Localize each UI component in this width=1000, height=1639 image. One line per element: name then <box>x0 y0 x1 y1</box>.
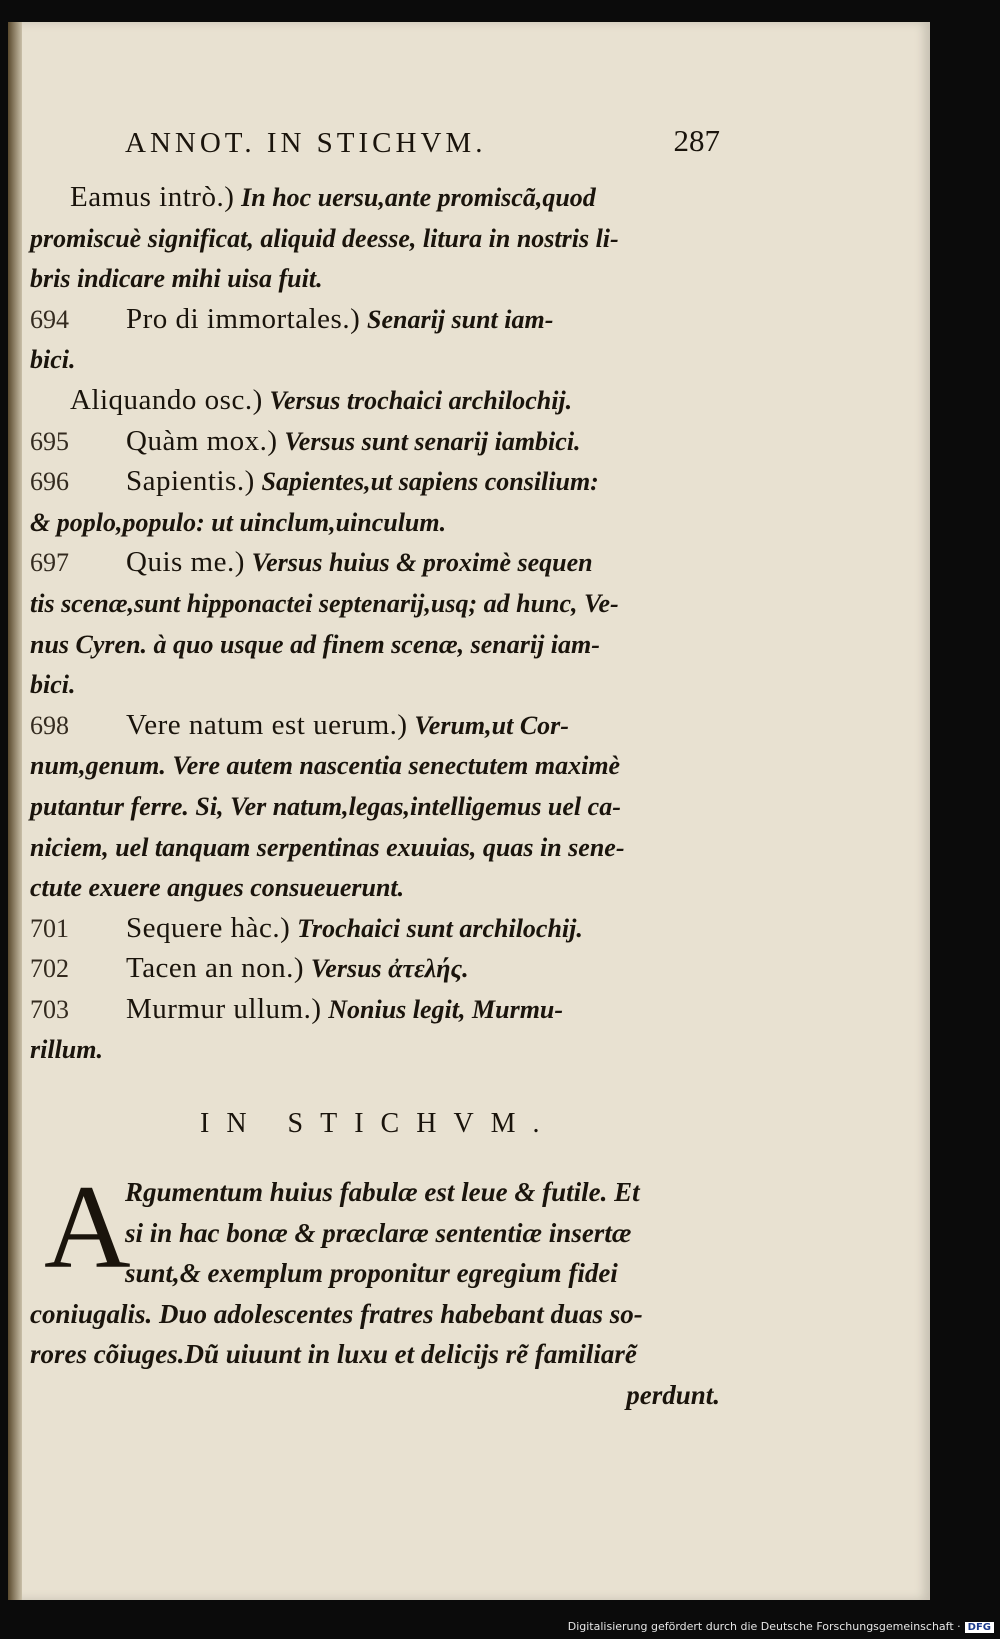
verse-number: 697 <box>30 548 69 578</box>
annotation-line <box>30 827 720 868</box>
credit-text: Digitalisierung gefördert durch die Deutsche Forschungsgemeinschaft · <box>567 1620 961 1633</box>
lemma: Quàm mox.) <box>126 424 278 457</box>
annotation-lines <box>30 177 720 1070</box>
annotation-line <box>30 218 720 259</box>
page-number: 287 <box>673 123 720 158</box>
annotation-line <box>30 339 720 380</box>
annotation-line <box>30 461 720 502</box>
annotation-text: putantur ferre. Si, Ver natum,legas,intelligemus uel ca- <box>30 791 621 821</box>
argument-line: perdunt. <box>626 1379 720 1410</box>
dfg-logo: DFG <box>965 1622 994 1633</box>
annotation-line <box>30 1029 720 1070</box>
annotation-text: Versus huius & proximè sequen <box>251 548 593 578</box>
annotation-line <box>30 664 720 705</box>
argument-paragraph <box>30 1160 720 1416</box>
annotation-text: bris indicare mihi uisa fuit. <box>30 264 323 294</box>
annotation-line <box>30 421 720 462</box>
lemma: Sequere hàc.) <box>126 911 291 944</box>
annotation-text: rillum. <box>30 1035 103 1065</box>
digitization-credit <box>568 1620 994 1633</box>
annotation-line <box>30 989 720 1030</box>
annotation-line <box>30 583 720 624</box>
argument-line: si in hac bonæ & præclaræ sententiæ insertæ <box>125 1217 632 1248</box>
drop-capital: A <box>44 1160 131 1293</box>
annotation-text: Versus ἀτελής. <box>310 954 469 984</box>
annotation-line <box>30 867 720 908</box>
annotation-text: Senarij sunt iam- <box>366 304 554 334</box>
running-header <box>30 123 720 167</box>
annotation-text: Versus trochaici archilochij. <box>269 385 573 415</box>
argument-line: coniugalis. Duo adolescentes fratres habebant duas so- <box>30 1298 643 1329</box>
verse-number: 703 <box>30 994 69 1024</box>
annotation-line <box>30 705 720 746</box>
annotation-text: Versus sunt senarij iambici. <box>284 426 581 456</box>
section-title: IN STICHVM. <box>200 1108 557 1139</box>
annotation-line <box>30 745 720 786</box>
annotation-line <box>30 786 720 827</box>
annotation-line <box>30 299 720 340</box>
argument-line: Rgumentum huius fabulæ est leue & futile. Et <box>125 1177 640 1207</box>
annotation-text: Nonius legit, Murmu- <box>328 994 564 1024</box>
annotation-line <box>30 502 720 543</box>
annotation-text: nus Cyren. à quo usque ad finem scenæ, senarij iam- <box>30 629 600 659</box>
annotation-text: Verum,ut Cor- <box>414 710 569 740</box>
running-title: ANNOT. IN STICHVM. <box>125 127 487 159</box>
lemma: Sapientis.) <box>126 465 255 498</box>
annotation-line <box>30 542 720 583</box>
verse-number: 701 <box>30 913 69 943</box>
annotation-text: tis scenæ,sunt hipponactei septenarij,usq; ad hunc, Ve- <box>30 588 619 618</box>
verse-number: 702 <box>30 954 69 984</box>
annotation-text: num,genum. Vere autem nascentia senectutem maximè <box>30 751 621 781</box>
lemma: Quis me.) <box>126 546 245 579</box>
annotation-text: bici. <box>30 345 76 375</box>
annotation-text: Trochaici sunt archilochij. <box>297 913 583 943</box>
lemma: Murmur ullum.) <box>126 992 322 1025</box>
annotation-text: & poplo,populo: ut uinclum,uinculum. <box>30 507 447 537</box>
annotation-text: niciem, uel tanquam serpentinas exuuias, quas in sene- <box>30 832 625 862</box>
annotation-text: Sapientes,ut sapiens consilium: <box>261 467 599 497</box>
annotation-text: promiscuè significat, aliquid deesse, litura in nostris li- <box>30 223 619 253</box>
lemma: Aliquando osc.) <box>70 383 263 416</box>
argument-line: sunt,& exemplum proponitur egregium fidei <box>125 1258 618 1289</box>
lemma: Vere natum est uerum.) <box>126 708 408 741</box>
book-page <box>8 22 930 1600</box>
annotation-line <box>30 948 720 989</box>
annotation-line <box>30 258 720 299</box>
annotation-line <box>30 177 720 218</box>
page-gutter <box>8 22 22 1600</box>
verse-number: 694 <box>30 304 69 334</box>
verse-number: 698 <box>30 710 69 740</box>
annotation-text: ctute exuere angues consueuerunt. <box>30 873 405 903</box>
lemma: Tacen an non.) <box>126 952 305 985</box>
verse-number: 696 <box>30 467 69 497</box>
annotation-line <box>30 380 720 421</box>
annotation-line <box>30 908 720 949</box>
lemma: Pro di immortales.) <box>126 302 361 335</box>
lemma: Eamus intrò.) <box>70 181 235 213</box>
annotation-text: bici. <box>30 670 76 700</box>
annotation-text: In hoc uersu,ante promiscã,quod <box>241 183 596 212</box>
annotation-line <box>30 624 720 665</box>
argument-line: rores cõiuges.Dũ uiuunt in luxu et delicijs rẽ familiarẽ <box>30 1339 637 1370</box>
verse-number: 695 <box>30 426 69 456</box>
